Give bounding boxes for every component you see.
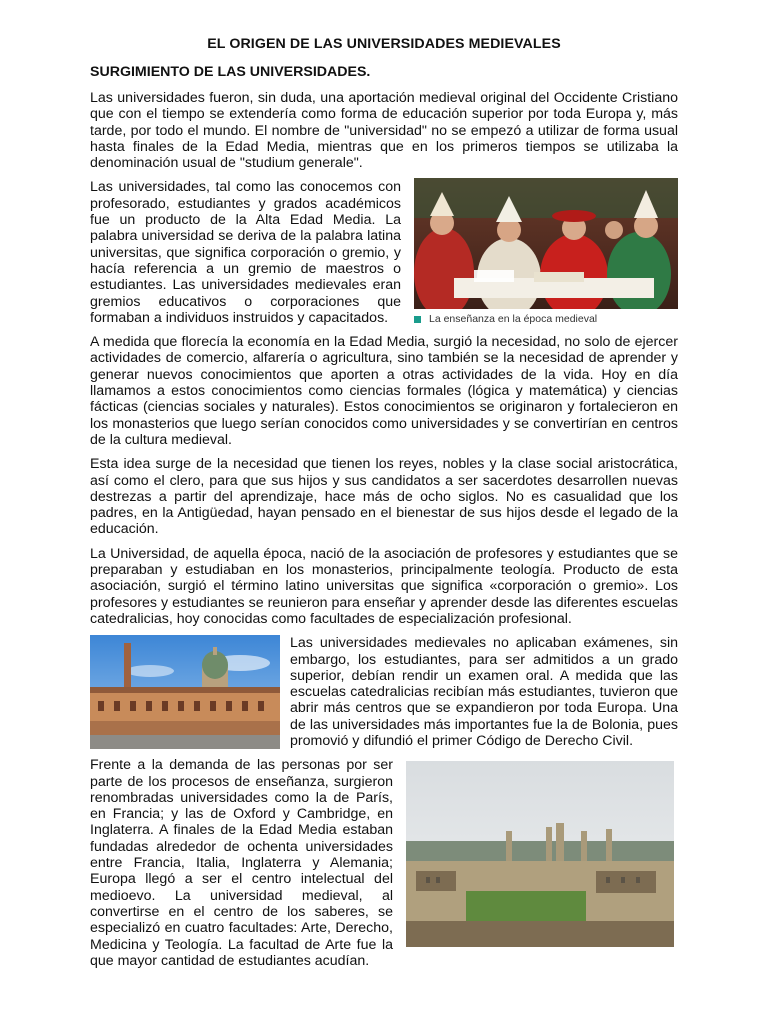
paragraph-definition: Las universidades, tal como las conocemos con profesorado, estudiantes y grados académicos fue un producto de la Alta Edad Media. La palabra universidad se deriva de la palabra latina universitas, que significa corporación o gremio, y hacía referencia a un gremio de maestros o estudiantes. Las universidades medievales eran gremios educativos o corporaciones que formaban a individuos instruidos y capacitados. [90, 179, 401, 326]
oxford-figure [406, 761, 674, 947]
oxford-photo [406, 761, 674, 947]
section-heading: SURGIMIENTO DE LAS UNIVERSIDADES. [90, 64, 371, 80]
paragraph-association: La Universidad, de aquella época, nació de la asociación de profesores y estudiantes que se preparaban y estudiaban en los monasterios, principalmente teología. Producto de esta asociación, surgió el término latino universitas que significa «corporación o gremio». Los profesores y estudiantes se reunieron para enseñar y aprender desde las diferentes escuelas catedralicias, hoy conocidas como facultades de especialización profesional. [90, 545, 678, 627]
document-title: EL ORIGEN DE LAS UNIVERSIDADES MEDIEVALES [207, 36, 561, 52]
bullet-square-icon [414, 316, 421, 323]
painting-caption [414, 313, 678, 325]
paragraph-nobility: Esta idea surge de la necesidad que tienen los reyes, nobles y la clase social aristocrática, así como el clero, para que sus hijos y sus candidatos a ser sacerdotes desarrollen nuevas destrezas a partir del aprendizaje, hace más de ocho siglos. No es casualidad que los padres, en la Antigüedad, hayan pensado en el bienestar de sus hijos desde el legado de la educación. [90, 456, 678, 538]
bologna-photo [90, 635, 280, 749]
row-with-painting [90, 179, 678, 326]
bologna-figure [90, 635, 280, 749]
painting-figure [414, 178, 678, 325]
caption-text: La enseñanza en la época medieval [429, 313, 598, 326]
document-page [90, 0, 678, 969]
paragraph-expansion: Frente a la demanda de las personas por ser parte de los procesos de enseñanza, surgieron renombradas universidades como la de París, en Francia; y las de Oxford y Cambridge, en Inglaterra. A finales de la Edad Media estaban fundadas alrededor de ochenta universidades entre Francia, Italia, Inglaterra y Alemania; Europa llegó a ser el centro intelectual del medioevo. La universidad medieval, al convertirse en el centro de los saberes, se especializó en cuatro facultades: Arte, Derecho, Medicina y Teología. La facultad de Arte fue la que mayor cantidad de estudiantes acudían. [90, 757, 393, 969]
row-with-oxford [90, 757, 678, 969]
paragraph-intro: Las universidades fueron, sin duda, una aportación medieval original del Occidente Cristiano que con el tiempo se extendería como forma de educación superior por toda Europa y, más tarde, por todo el mundo. El nombre de "universidad" no se empezó a utilizar de forma usual hasta finales de la Edad Media, mientras que en los primeros tiempos se utilizaba la denominación usual de "studium generale". [90, 90, 678, 172]
paragraph-economy: A medida que florecía la economía en la Edad Media, surgió la necesidad, no solo de ejercer actividades de comercio, alfarería o agricultura, sino también se la necesidad de aprender y generar nuevos conocimientos que aporten a otras actividades de la vida. Hoy en día llamamos a estos conocimientos como ciencias formales (lógica y matemática) y ciencias fácticas (ciencias sociales y naturales). Estos conocimientos se originaron y fortalecieron en los monasterios que luego serían conocidos como universidades y se convertirían en centros de la cultura medieval. [90, 334, 678, 448]
paragraph-exams: Las universidades medievales no aplicaban exámenes, sin embargo, los estudiantes, para ser admitidos a un grado superior, debían rendir un examen oral. A medida que las escuelas catedralicias recibían más estudiantes, tuvieron que abrir más centros que se expandieron por toda Europa. Una de las universidades más importantes fue la de Bolonia, pues promovió y difundió el primer Código de Derecho Civil. [290, 635, 678, 749]
row-with-bologna [90, 635, 678, 749]
medieval-teaching-painting [414, 178, 678, 309]
